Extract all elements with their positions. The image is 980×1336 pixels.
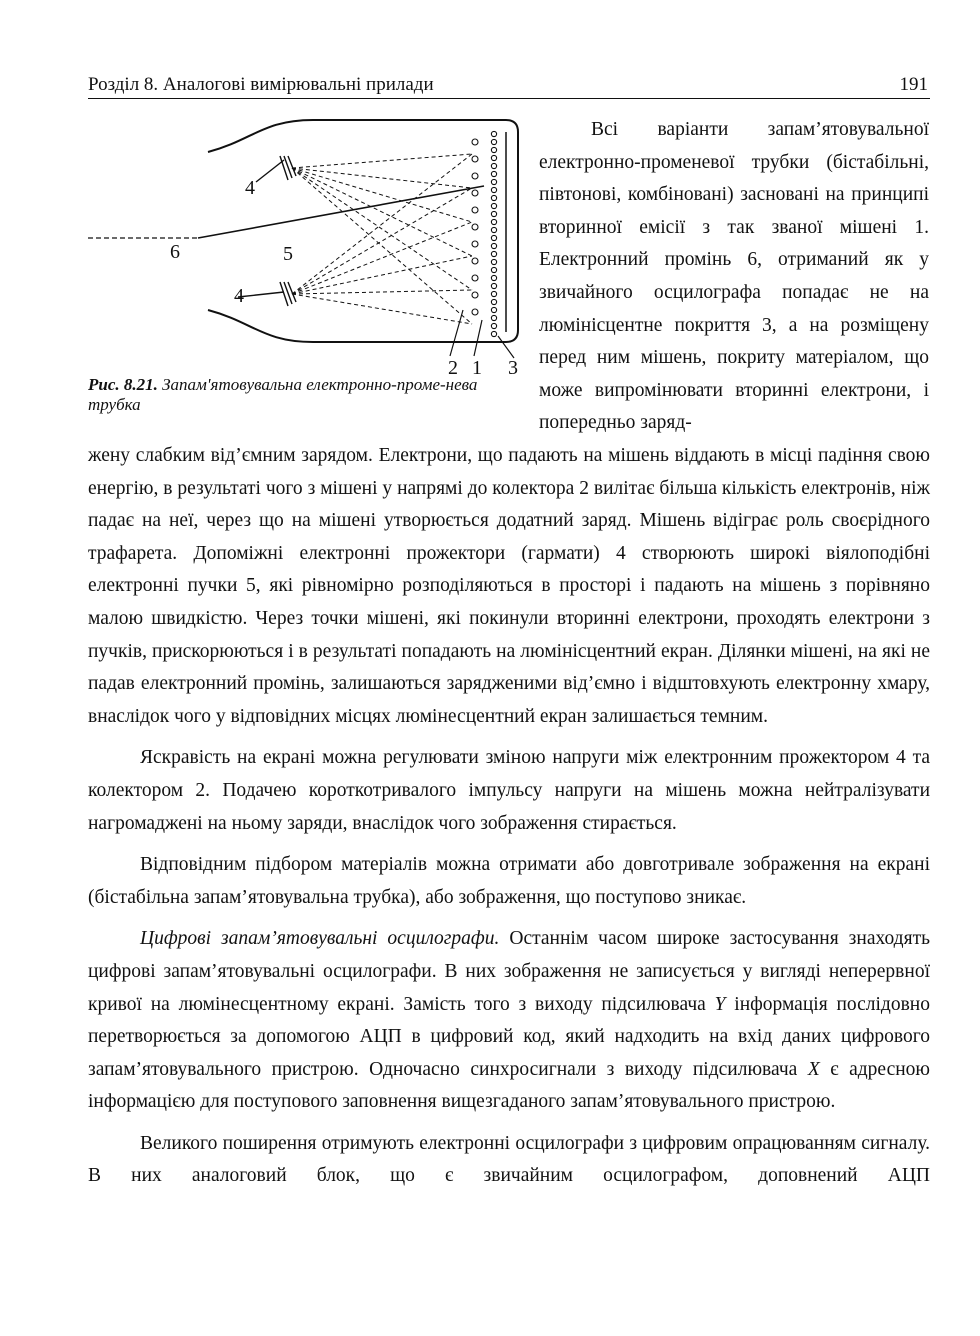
label-5: 5 — [283, 243, 293, 265]
crt-diagram — [88, 110, 528, 380]
target-cell — [491, 323, 496, 328]
collector-ring — [472, 258, 478, 264]
caption-text: Запам'ятовувальна електронно-проме-нева трубка — [88, 375, 478, 414]
label-4-bottom: 4 — [234, 285, 244, 307]
chapter-title: Розділ 8. Аналогові вимірювальні прилади — [88, 74, 434, 95]
target-cell — [491, 171, 496, 176]
target-cell — [491, 211, 496, 216]
collector-ring — [472, 139, 478, 145]
label-2: 2 — [448, 357, 458, 379]
flood-beam-line — [292, 168, 472, 188]
label-1: 1 — [472, 357, 482, 379]
crt-figure — [88, 110, 528, 380]
paragraph-1: жену слабким від’ємним зарядом. Електрони, що падають на мішень віддають в місці падіння свою енергію, в результаті чого з мішені у напрямі до колектора 2 вилітає більша кількість електронів, ніж падає на неї, через що на мішені утворюється додатний заряд. Мішень відіграє роль своєрідного трафарета. Допоміжні електронні прожектори (гармати) 4 створюють широкі віялоподібні електронні пучки 5, які рівномірно розподіляються в просторі і падають на мішень з порівняно малою швидкістю. Через точки мішені, які покинули вторинні електрони, проходять електрони з пучків, прискорюються і в результаті попадають на люмінісцентний екран. Ділянки мішені, на які не падав електронний промінь, залишаються зарядженими від’ємно і відштовхують електронну хмару, внаслідок чого у відповідних місцях люмінесцентний екран залишається темним. — [88, 445, 930, 727]
collector-ring — [472, 190, 478, 196]
target-cell — [491, 139, 496, 144]
target-cell — [491, 259, 496, 264]
collector-ring — [472, 309, 478, 315]
paragraph-4-part-c: є адресною інформацією для поступового заповнення вищезгаданого запам’ятовувального пристрою. — [88, 1058, 930, 1113]
paragraph-5: Великого поширення отримують електронні осцилографи з цифровим опрацюванням сигналу. В них аналоговий блок, що є звичайним осцилографом, доповнений АЦП — [88, 1132, 930, 1187]
flood-beam-line — [292, 168, 472, 256]
target-cell — [491, 163, 496, 168]
flood-beam-line — [292, 290, 472, 294]
caption-number: Рис. 8.21. — [88, 375, 158, 394]
flood-beam-line — [292, 168, 472, 324]
target-cell — [491, 203, 496, 208]
target-cell — [491, 331, 496, 336]
target-cell — [491, 235, 496, 240]
target-cell — [491, 283, 496, 288]
label-4-top: 4 — [245, 177, 255, 199]
paragraph-4 — [88, 923, 930, 1119]
target-cell — [491, 147, 496, 152]
target-cell — [491, 243, 496, 248]
collector-ring — [472, 241, 478, 247]
running-header — [88, 72, 930, 99]
target-cell — [491, 267, 496, 272]
target-cell — [491, 219, 496, 224]
symbol-x: X — [807, 1058, 820, 1080]
flood-beam-line — [292, 256, 472, 294]
flood-beam-line — [292, 154, 472, 168]
collector-ring — [472, 173, 478, 179]
target-cell — [491, 307, 496, 312]
collector-ring — [472, 156, 478, 162]
target-cell — [491, 187, 496, 192]
page-number: 191 — [899, 74, 928, 95]
leader-3 — [498, 336, 514, 358]
leader-1 — [474, 320, 482, 356]
target-cell — [491, 299, 496, 304]
paragraph-4-part-a: Останнім часом широке застосування знаходять цифрові запам’ятовувальні осцилографи. В них зображення не записується у вигляді неперервної кривої на люмінесцентному екрані. Замість того з виходу підсилювача — [88, 928, 930, 1015]
flood-beam-line — [292, 168, 472, 222]
flood-beams — [292, 154, 472, 324]
symbol-y: Y — [714, 993, 726, 1015]
target-cell — [491, 131, 496, 136]
target-cell — [491, 227, 496, 232]
tube-envelope — [208, 120, 518, 342]
flood-beam-line — [292, 168, 472, 290]
target-cell — [491, 179, 496, 184]
paragraph-3: Відповідним підбором матеріалів можна отримати або довготривале зображення на екрані (бістабільна запам’ятовувальна трубка), або зображення, що поступово зникає. — [88, 854, 930, 908]
target-cell — [491, 155, 496, 160]
electron-beam — [198, 186, 484, 238]
flood-beam-line — [292, 154, 472, 294]
side-paragraph: Всі варіанти запам’ятовувальної електронно-променевої трубки (бістабільні, півтонові, комбіновані) засновані на принципі вторинної емісії з так званої мішені 1. Електронний промінь 6, отриманий як у звичайного осцилографа попадає не на люмінісцентне покриття 3, а на розміщену перед ним мішень, покриту матеріалом, що може випромінювати вторинні електрони, і попередньо заряд- — [539, 119, 929, 434]
main-text — [88, 440, 930, 1193]
target-mesh — [491, 131, 496, 336]
paragraph-2: Яскравість на екрані можна регулювати зміною напруги між електронним прожектором 4 та колектором 2. Подачею короткотривалого імпульсу напруги на мішень можна нейтралізувати нагромаджені на ньому заряди, внаслідок чого зображення стирається. — [88, 747, 930, 834]
flood-beam-line — [292, 294, 472, 324]
collector-ring — [472, 275, 478, 281]
side-text-column — [539, 114, 929, 440]
leader-2 — [450, 310, 463, 356]
target-cell — [491, 291, 496, 296]
paragraph-4-title: Цифрові запам’ятовувальні осцилографи. — [140, 928, 500, 950]
label-6: 6 — [170, 241, 180, 263]
target-cell — [491, 251, 496, 256]
collector-ring — [472, 207, 478, 213]
collector-ring — [472, 224, 478, 230]
target-cell — [491, 195, 496, 200]
collector-rings — [472, 139, 478, 315]
target-cell — [491, 275, 496, 280]
flood-beam-line — [292, 222, 472, 294]
target-cell — [491, 315, 496, 320]
gun-top-lead — [256, 160, 284, 182]
figure-caption — [88, 375, 528, 415]
paragraph-4-part-b: інформація послідовно перетворюється за допомогою АЦП в цифровий код, який надходить на вхід даних цифрового запам’ятовувального пристрою. Одночасно синхросигнали з виходу підсилювача — [88, 993, 930, 1080]
gun-bottom-lead — [238, 292, 284, 297]
label-3: 3 — [508, 357, 518, 379]
collector-ring — [472, 292, 478, 298]
